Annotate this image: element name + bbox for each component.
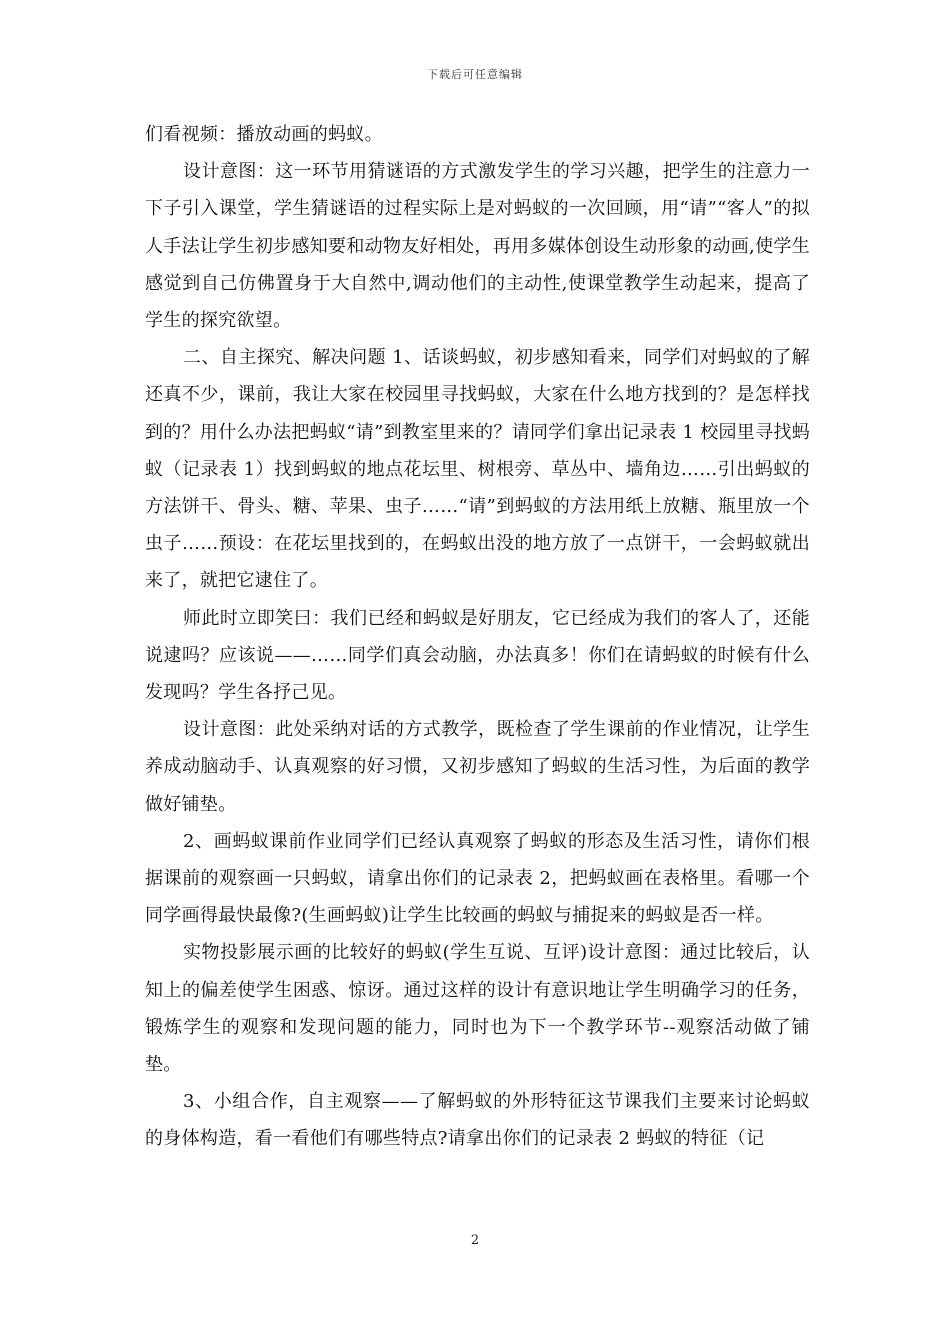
paragraph-design-intent-2: 设计意图：此处采纳对话的方式教学，既检查了学生课前的作业情况，让学生养成动脑动手、认真观察的好习惯，又初步感知了蚂蚁的生活习性，为后面的教学做好铺垫。 [145, 719, 810, 815]
page-header: 下载后可任意编辑 [427, 68, 523, 81]
paragraph-draw-ant: 2、画蚂蚁课前作业同学们已经认真观察了蚂蚁的形态及生活习性，请你们根据课前的观察画一只蚂蚁，请拿出你们的记录表 2，把蚂蚁画在表格里。看哪一个同学画得最快最像?(生画蚂蚁)让学生比较画的蚂蚁与捕捉来的蚂蚁是否一样。 [145, 830, 810, 927]
paragraph-section-two: 二、自主探究、解决问题 1、话谈蚂蚁，初步感知看来，同学们对蚂蚁的了解还真不少，课前，我让大家在校园里寻找蚂蚁，大家在什么地方找到的？是怎样找到的？用什么办法把蚂蚁“请”到教室里来的？请同学们拿出记录表 1 校园里寻找蚂蚁（记录表 1）找到蚂蚁的地点花坛里、树根旁、草丛中、墙角边……引出蚂蚁的方法饼干、骨头、糖、苹果、虫子……“请”到蚂蚁的方法用纸上放糖、瓶里放一个虫子……预设：在花坛里找到的，在蚂蚁出没的地方放了一点饼干，一会蚂蚁就出来了，就把它逮住了。 [145, 347, 810, 592]
document-body [145, 116, 810, 1158]
paragraph-group-observation: 3、小组合作，自主观察——了解蚂蚁的外形特征这节课我们主要来讨论蚂蚁的身体构造，看一看他们有哪些特点?请拿出你们的记录表 2 蚂蚁的特征（记 [145, 1091, 810, 1150]
paragraph-teacher-remark: 师此时立即笑曰：我们已经和蚂蚁是好朋友，它已经成为我们的客人了，还能说逮吗？应该说——……同学们真会动脑，办法真多！你们在请蚂蚁的时候有什么发现吗？学生各抒己见。 [145, 607, 810, 704]
page-number: 2 [470, 1233, 480, 1248]
paragraph-projection-display: 实物投影展示画的比较好的蚂蚁(学生互说、互评)设计意图：通过比较后，认知上的偏差使学生困惑、惊讶。通过这样的设计有意识地让学生明确学习的任务，锻炼学生的观察和发现问题的能力，同时也为下一个教学环节--观察活动做了铺垫。 [145, 942, 810, 1076]
paragraph-continuation: 们看视频：播放动画的蚂蚁。 [145, 124, 383, 145]
paragraph-design-intent-1: 设计意图：这一环节用猜谜语的方式激发学生的学习兴趣，把学生的注意力一下子引入课堂，学生猜谜语的过程实际上是对蚂蚁的一次回顾，用“请”“客人”的拟人手法让学生初步感知要和动物友好相处，再用多媒体创设生动形象的动画,使学生感觉到自己仿佛置身于大自然中,调动他们的主动性,使课堂教学生动起来，提高了学生的探究欲望。 [145, 161, 810, 332]
